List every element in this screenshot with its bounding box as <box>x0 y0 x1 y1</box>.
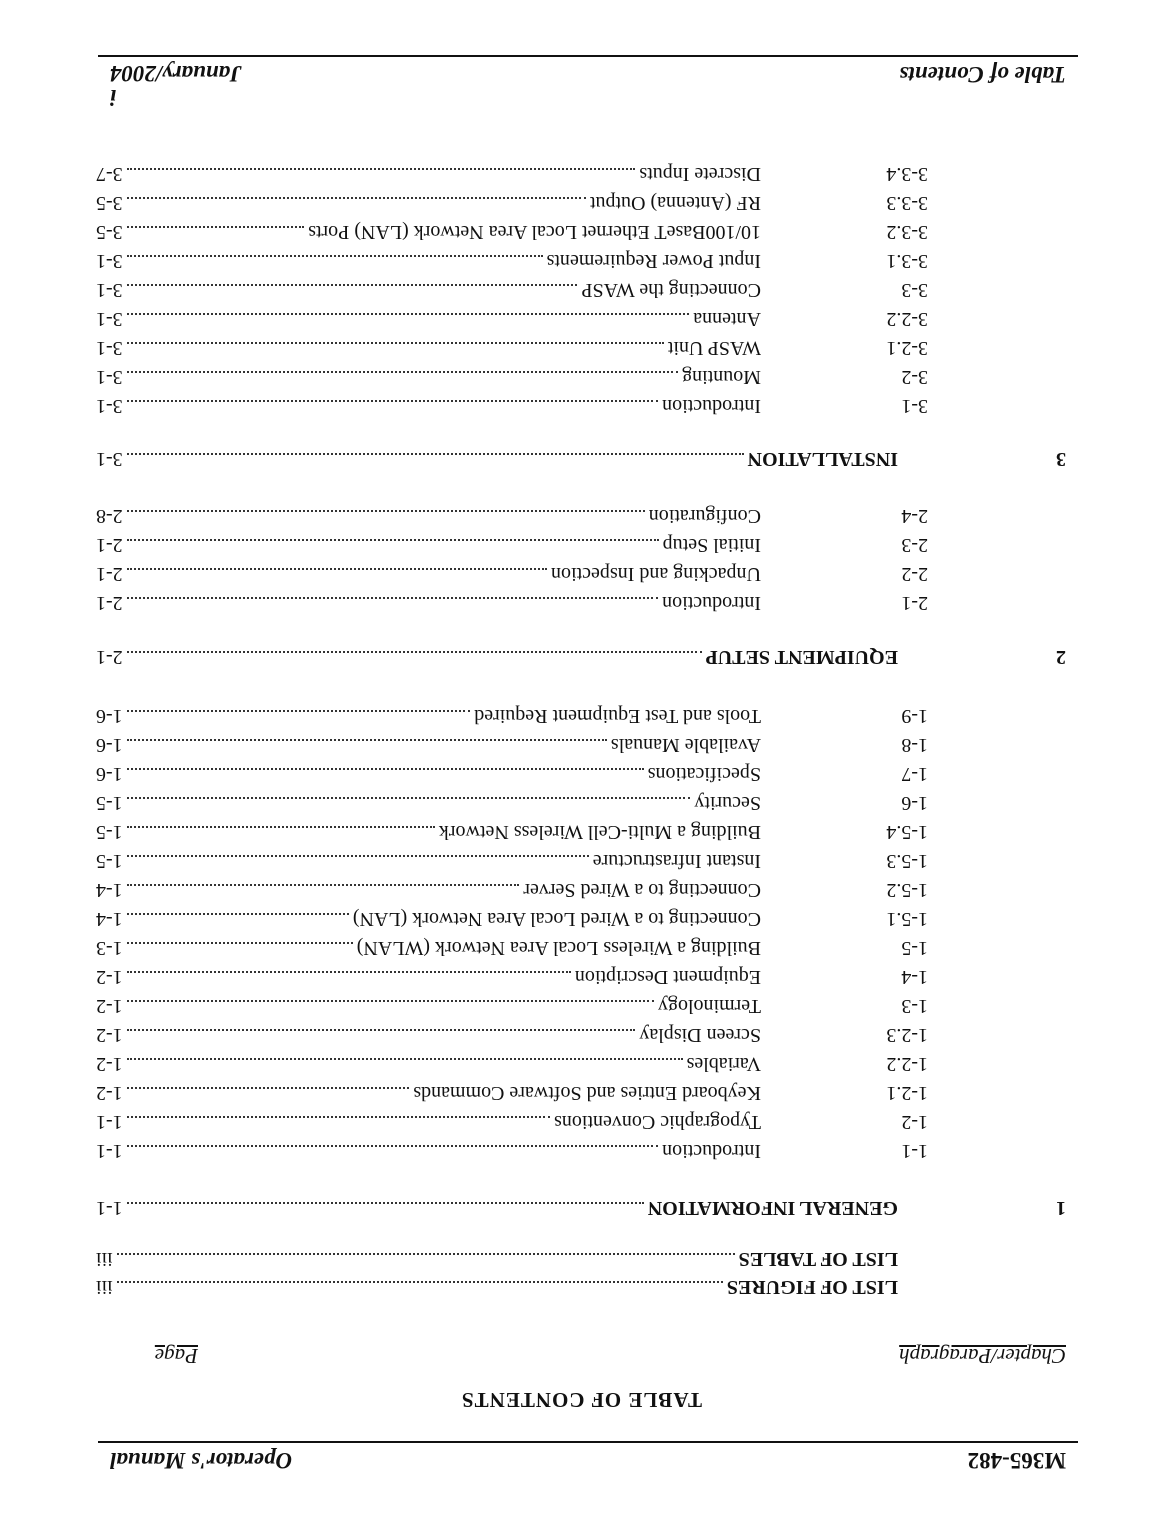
leader-dots <box>127 797 691 799</box>
chapter-page: 1-1 <box>96 1197 123 1219</box>
toc-entry-number: 1-2.1 <box>886 1082 928 1104</box>
toc-entry[interactable] <box>96 502 1066 530</box>
toc-entry-number: 1-4 <box>901 966 928 988</box>
leader-dots <box>127 1145 658 1147</box>
leader-dots <box>127 371 678 373</box>
page-header <box>98 1441 1078 1487</box>
toc-entry-page: 3-1 <box>96 250 123 272</box>
leader-dots <box>127 510 645 512</box>
toc-entry-number: 3-2.2 <box>886 308 928 330</box>
toc-entry[interactable] <box>96 1137 1066 1165</box>
chapter-title: GENERAL INFORMATION <box>647 1197 898 1219</box>
leader-dots <box>127 1087 410 1089</box>
leader-dots <box>127 255 543 257</box>
toc-entry-number: 3-3.2 <box>886 221 928 243</box>
toc-entry-text: Security <box>694 792 761 814</box>
toc-entry-text: Keyboard Entries and Software Commands <box>413 1082 761 1104</box>
leader-dots <box>127 597 658 599</box>
toc-entry-text: Input Power Requirements <box>546 250 761 272</box>
toc-entry[interactable] <box>96 334 1066 362</box>
footer-section: Table of Contents <box>899 62 1066 87</box>
toc-entry-text: Available Manuals <box>610 734 761 756</box>
toc-entry-page: 3-7 <box>96 163 123 185</box>
leader-dots <box>127 1029 636 1031</box>
doc-id: M365-482 <box>967 1448 1066 1473</box>
toc-entry-number: 2-2 <box>901 563 928 585</box>
toc-entry-number: 1-2.3 <box>886 1024 928 1046</box>
footer-page-and-date <box>110 61 242 109</box>
toc-entry-page: 1-4 <box>96 879 123 901</box>
toc-entry[interactable] <box>96 992 1066 1020</box>
manual-title: Operator's Manual <box>110 1448 293 1473</box>
toc-entry-text: 10/100BaseT Ethernet Local Area Network (LAN) Ports <box>308 221 761 243</box>
toc-entry-number: 3-2.1 <box>886 337 928 359</box>
leader-dots <box>127 826 435 828</box>
toc-entry-number: 1-9 <box>901 705 928 727</box>
toc-entry-text: Configuration <box>648 505 761 527</box>
toc-entry-number: 2-4 <box>901 505 928 527</box>
toc-entry[interactable] <box>96 818 1066 846</box>
leader-dots <box>127 197 586 199</box>
leader-dots <box>127 400 658 402</box>
footer-page-number: i <box>110 85 117 110</box>
leader-dots <box>127 313 690 315</box>
toc-entry-text: Connecting to a Wired Server <box>523 879 761 901</box>
toc-entry[interactable] <box>96 731 1066 759</box>
toc-entry[interactable] <box>96 760 1066 788</box>
toc-entry-text: Tools and Test Equipment Required <box>474 705 761 727</box>
toc-entry-number: 2-3 <box>901 534 928 556</box>
leader-dots <box>117 1253 735 1255</box>
toc-entry-page: 1-2 <box>96 995 123 1017</box>
toc-entry-text: Specifications <box>647 763 761 785</box>
chapter-number: 1 <box>1056 1197 1066 1219</box>
leader-dots <box>127 1000 654 1002</box>
leader-dots <box>127 568 547 570</box>
toc-entry-page: 2-1 <box>96 563 123 585</box>
toc-entry-number: 1-5.2 <box>886 879 928 901</box>
toc-entry-page: 1-5 <box>96 850 123 872</box>
leader-dots <box>127 342 664 344</box>
leader-dots <box>127 168 636 170</box>
toc-entry[interactable] <box>96 934 1066 962</box>
toc-entry[interactable] <box>96 1050 1066 1078</box>
toc-entry-text: LIST OF TABLES <box>738 1248 898 1270</box>
leader-dots <box>127 739 607 741</box>
toc-entry-text: RF (Antenna) Output <box>589 192 761 214</box>
leader-dots <box>127 1116 550 1118</box>
toc-entry-text: Initial Setup <box>662 534 761 556</box>
toc-entry[interactable] <box>96 531 1066 559</box>
leader-dots <box>127 284 578 286</box>
toc-entry-page: 1-6 <box>96 763 123 785</box>
toc-entry-page: 1-6 <box>96 705 123 727</box>
toc-entry-text: WASP Unit <box>667 337 761 359</box>
toc-entry-text: Unpacking and Inspection <box>551 563 761 585</box>
toc-entry[interactable] <box>96 1245 1066 1273</box>
toc-entry[interactable] <box>96 1079 1066 1107</box>
chapter-title: INSTALLATION <box>747 448 898 470</box>
toc-entry-page: 1-3 <box>96 937 123 959</box>
toc-entry[interactable] <box>96 847 1066 875</box>
leader-dots <box>127 226 304 228</box>
leader-dots <box>127 710 471 712</box>
toc-entry-text: Introduction <box>662 592 761 614</box>
toc-entry-number: 1-7 <box>901 763 928 785</box>
toc-chapter[interactable] <box>96 445 1066 473</box>
toc-entry[interactable] <box>96 702 1066 730</box>
leader-dots <box>127 884 520 886</box>
toc-entry-text: Variables <box>686 1053 761 1075</box>
toc-entry-text: Instant Infrastructure <box>592 850 761 872</box>
toc-entry[interactable] <box>96 905 1066 933</box>
page-title: TABLE OF CONTENTS <box>460 1388 703 1412</box>
toc-entry-page: 1-2 <box>96 966 123 988</box>
toc-entry-text: Connecting to a Wired Local Area Network (LAN) <box>352 908 761 930</box>
toc-entry-text: Equipment Description <box>574 966 761 988</box>
leader-dots <box>127 768 644 770</box>
toc-entry-number: 1-6 <box>901 792 928 814</box>
toc-entry-page: 2-1 <box>96 534 123 556</box>
chapter-title: EQUIPMENT SETUP <box>705 646 898 668</box>
toc-entry-number: 3-1 <box>901 395 928 417</box>
toc-entry-text: Antenna <box>693 308 761 330</box>
toc-entry-page: iii <box>96 1248 113 1270</box>
toc-entry-number: 2-1 <box>901 592 928 614</box>
toc-entry-page: 1-6 <box>96 734 123 756</box>
toc-entry[interactable] <box>96 189 1066 217</box>
toc-entry-number: 3-3.4 <box>886 163 928 185</box>
toc-entry[interactable] <box>96 963 1066 991</box>
toc-entry-text: Terminology <box>657 995 761 1017</box>
leader-dots <box>127 1202 644 1204</box>
leader-dots <box>127 453 744 455</box>
toc-entry[interactable] <box>96 276 1066 304</box>
toc-entry-number: 1-5.4 <box>886 821 928 843</box>
toc-entry-number: 1-2 <box>901 1111 928 1133</box>
leader-dots <box>127 913 349 915</box>
toc-entry-text: LIST OF FIGURES <box>726 1276 898 1298</box>
toc-entry-text: Introduction <box>662 1140 761 1162</box>
toc-entry-text: Introduction <box>662 395 761 417</box>
toc-entry-text: Building a Wireless Local Area Network (WLAN) <box>356 937 761 959</box>
toc-entry-text: Building a Multi-Cell Wireless Network <box>438 821 761 843</box>
toc-entry-page: 1-2 <box>96 1053 123 1075</box>
toc-entry-number: 3-3 <box>901 279 928 301</box>
toc-entry-text: Discrete Inputs <box>639 163 761 185</box>
toc-entry-text: Screen Display <box>639 1024 761 1046</box>
toc-entry-page: 1-4 <box>96 908 123 930</box>
toc-entry-number: 1-5.1 <box>886 908 928 930</box>
leader-dots <box>127 855 589 857</box>
toc-entry-page: 1-1 <box>96 1111 123 1133</box>
toc-entry[interactable] <box>96 363 1066 391</box>
toc-entry-number: 1-5.3 <box>886 850 928 872</box>
toc-entry-number: 3-3.3 <box>886 192 928 214</box>
toc-entry-text: Connecting the WASP <box>581 279 761 301</box>
toc-entry[interactable] <box>96 789 1066 817</box>
toc-entry-page: 2-8 <box>96 505 123 527</box>
toc-entry-number: 1-2.2 <box>886 1053 928 1075</box>
toc-entry-page: 3-1 <box>96 337 123 359</box>
toc-entry-page: 3-1 <box>96 366 123 388</box>
toc-entry-page: 3-5 <box>96 221 123 243</box>
toc-entry-page: iii <box>96 1276 113 1298</box>
toc-entry-page: 1-1 <box>96 1140 123 1162</box>
toc-entry[interactable] <box>96 560 1066 588</box>
toc-entry-number: 1-5 <box>901 937 928 959</box>
toc-entry[interactable] <box>96 1273 1066 1301</box>
page-footer <box>98 55 1078 110</box>
toc-entry-number: 1-3 <box>901 995 928 1017</box>
toc-entry-page: 1-5 <box>96 821 123 843</box>
toc-entry-text: Typographic Conventions <box>554 1111 761 1133</box>
toc-entry-page: 1-2 <box>96 1082 123 1104</box>
toc-entry[interactable] <box>96 247 1066 275</box>
toc-entry-number: 3-2 <box>901 366 928 388</box>
column-heading-page: Page <box>154 1344 198 1368</box>
chapter-page: 3-1 <box>96 448 123 470</box>
toc-chapter[interactable] <box>96 643 1066 671</box>
toc-entry-page: 1-5 <box>96 792 123 814</box>
toc-entry-number: 1-1 <box>901 1140 928 1162</box>
toc-entry-number: 1-8 <box>901 734 928 756</box>
chapter-number: 2 <box>1056 646 1066 668</box>
toc-entry[interactable] <box>96 1108 1066 1136</box>
toc-entry[interactable] <box>96 876 1066 904</box>
toc-entry-page: 3-1 <box>96 308 123 330</box>
leader-dots <box>127 1058 683 1060</box>
toc-entry-text: Mounting <box>682 366 761 388</box>
toc-entry[interactable] <box>96 305 1066 333</box>
toc-entry[interactable] <box>96 1021 1066 1049</box>
toc-entry-page: 3-1 <box>96 279 123 301</box>
leader-dots <box>127 971 571 973</box>
toc-entry[interactable] <box>96 218 1066 246</box>
toc-entry-page: 3-1 <box>96 395 123 417</box>
toc-entry-page: 2-1 <box>96 592 123 614</box>
toc-entry-page: 1-2 <box>96 1024 123 1046</box>
leader-dots <box>127 539 659 541</box>
toc-entry[interactable] <box>96 589 1066 617</box>
leader-dots <box>117 1281 723 1283</box>
leader-dots <box>127 942 353 944</box>
toc-entry-number: 3-3.1 <box>886 250 928 272</box>
toc-entry[interactable] <box>96 392 1066 420</box>
toc-entry-page: 3-5 <box>96 192 123 214</box>
chapter-page: 2-1 <box>96 646 123 668</box>
toc-chapter[interactable] <box>96 1194 1066 1222</box>
toc-entry[interactable] <box>96 160 1066 188</box>
footer-date: January/2004 <box>110 61 242 86</box>
leader-dots <box>127 651 702 653</box>
column-heading-chapter: Chapter/Paragraph <box>899 1344 1066 1368</box>
chapter-number: 3 <box>1056 448 1066 470</box>
